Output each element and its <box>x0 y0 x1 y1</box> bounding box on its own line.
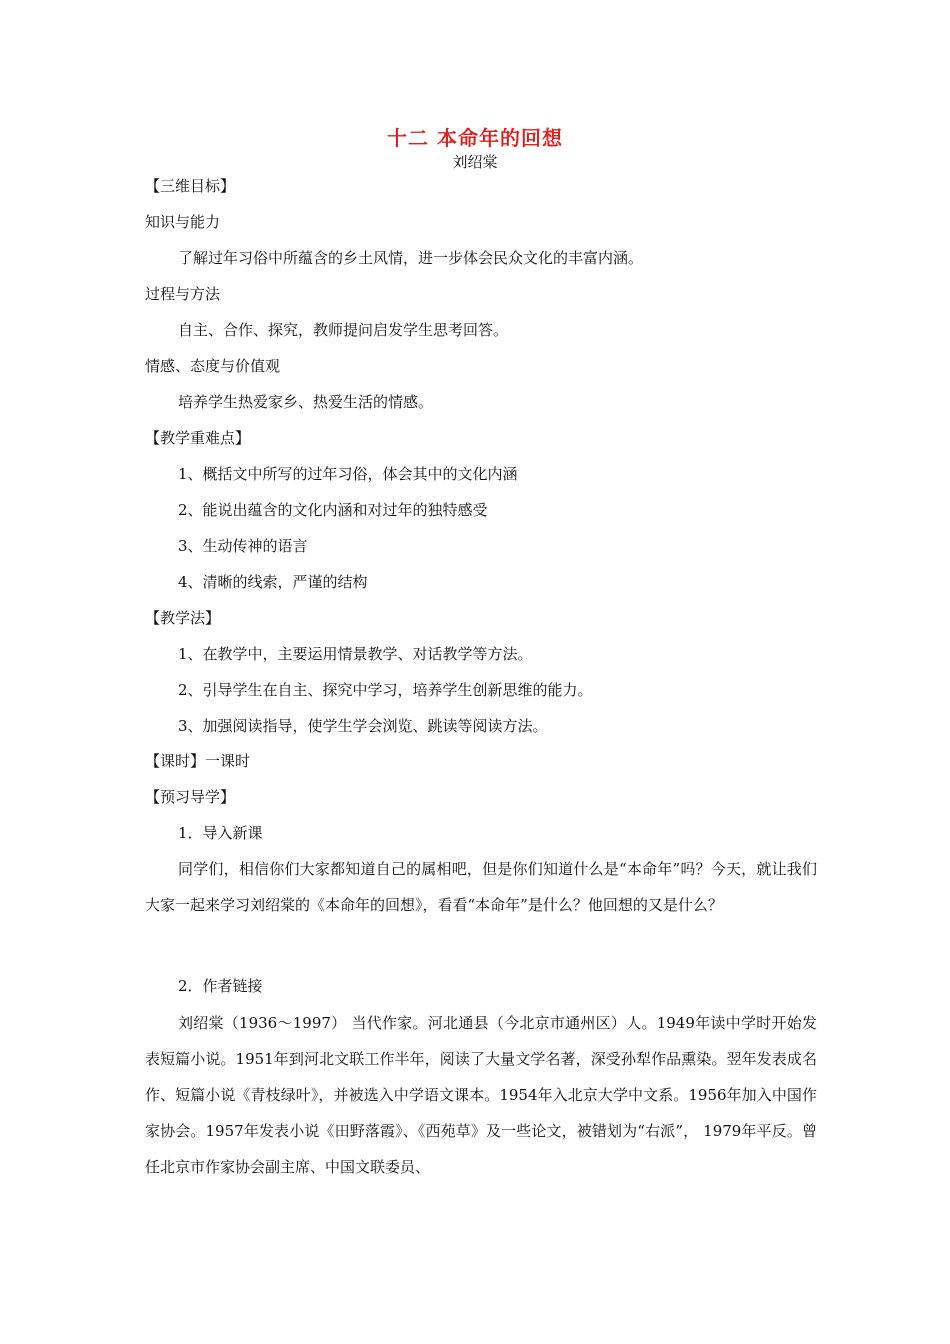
emotion-heading: 情感、态度与价值观 <box>145 357 281 375</box>
process-text: 自主、合作、探究，教师提问启发学生思考回答。 <box>178 321 509 339</box>
method-item: 3、加强阅读指导，使学生学会浏览、跳读等阅读方法。 <box>178 717 548 735</box>
intro-paragraph: 同学们，相信你们大家都知道自己的属相吧，但是你们知道什么是“本命年”吗？今天，就让我们大家一起来学习刘绍棠的《本命年的回想》，看看“本命年”是什么？他回想的又是什么？ <box>145 860 817 914</box>
period-line: 【课时】一课时 <box>145 752 251 770</box>
method-heading: 【教学法】 <box>145 609 221 627</box>
key-item: 3、生动传神的语言 <box>178 537 308 555</box>
author-bio-paragraph: 刘绍棠（1936～1997） 当代作家。河北通县（今北京市通州区）人。1949年读中学时开始发表短篇小说。1951年到河北文联工作半年，阅读了大量文学名著，深受孙犁作品熏染。翌年发表成名作、短篇小说《青枝绿叶》，并被选入中学语文课本。1954年入北京大学中文系。1956年加入中国作家协会。1957年发表小说《田野落霞》、《西苑草》及一些论文，被错划为“右派”， 1979年平反。曾任北京市作家协会副主席、中国文联委员、 <box>145 1014 817 1176</box>
goals-heading: 【三维目标】 <box>145 177 236 195</box>
document-author: 刘绍棠 <box>452 153 498 171</box>
method-item: 2、引导学生在自主、探究中学习，培养学生创新思维的能力。 <box>178 681 593 699</box>
key-heading: 【教学重难点】 <box>145 429 251 447</box>
method-item: 1、在教学中，主要运用情景教学、对话教学等方法。 <box>178 645 533 663</box>
emotion-text: 培养学生热爱家乡、热爱生活的情感。 <box>178 393 434 411</box>
process-heading: 过程与方法 <box>145 285 221 303</box>
key-item: 1、概括文中所写的过年习俗，体会其中的文化内涵 <box>178 465 518 483</box>
key-item: 2、能说出蕴含的文化内涵和对过年的独特感受 <box>178 501 488 519</box>
key-item: 4、清晰的线索，严谨的结构 <box>178 573 368 591</box>
knowledge-text: 了解过年习俗中所蕴含的乡土风情，进一步体会民众文化的丰富内涵。 <box>178 249 644 267</box>
preview-heading: 【预习导学】 <box>145 788 236 806</box>
document-title: 十二 本命年的回想 <box>387 126 563 150</box>
knowledge-heading: 知识与能力 <box>145 213 221 231</box>
intro-heading: 1．导入新课 <box>178 824 263 842</box>
author-link-heading: 2．作者链接 <box>178 977 263 995</box>
